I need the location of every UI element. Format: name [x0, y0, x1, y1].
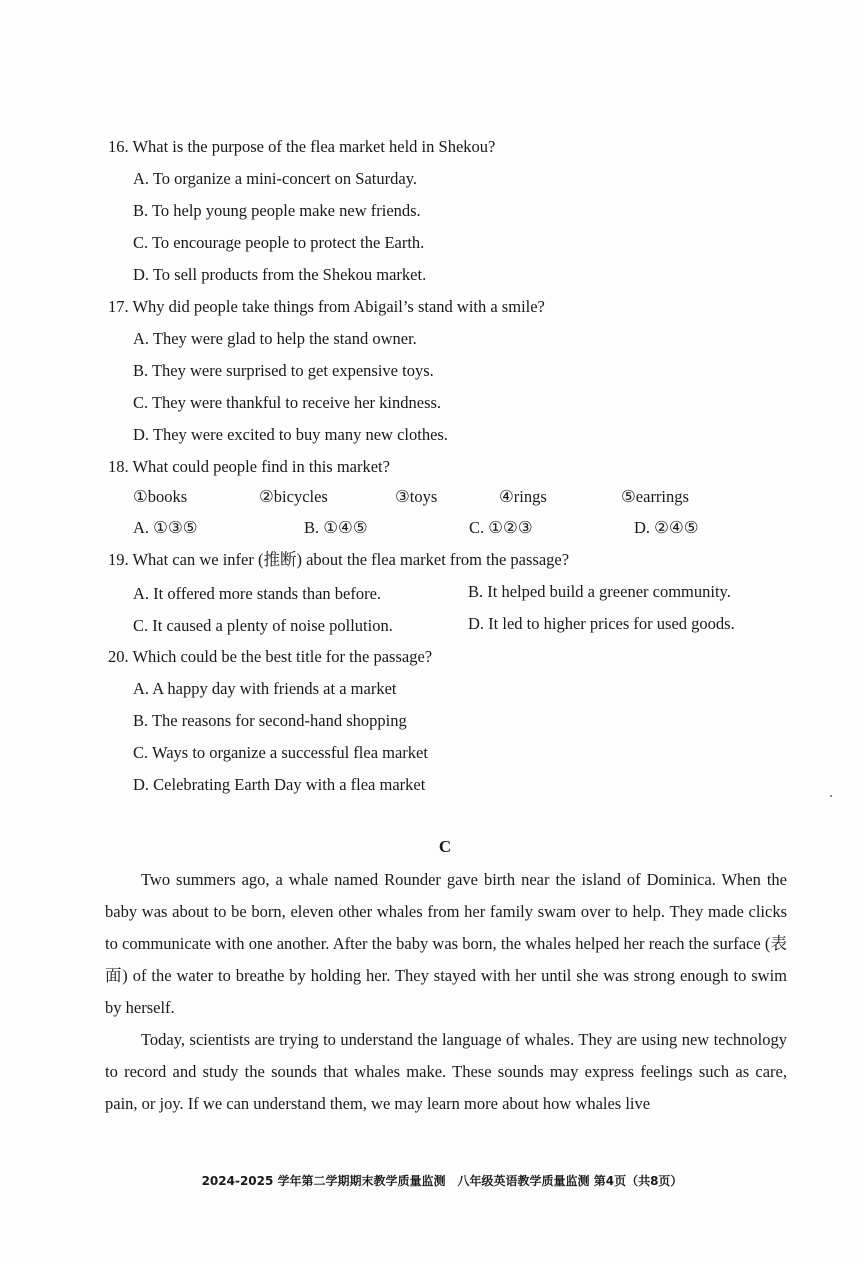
scan-speck	[830, 795, 832, 797]
question-19-option-a: A. It offered more stands than before.	[133, 584, 382, 603]
question-20-option-d: D. Celebrating Earth Day with a flea market	[133, 775, 426, 794]
question-18-option-d: D. ②④⑤	[634, 518, 699, 537]
item-books: ①books	[133, 487, 188, 506]
question-19-option-c: C. It caused a plenty of noise pollution.	[133, 616, 393, 635]
passage-paragraph-2: Today, scientists are trying to understand the language of whales. They are using new technology to record and study the sounds that whales make. These sounds may express feelings such as care, pain, or joy. If we can understand them, we may learn more about how whales live	[105, 1030, 787, 1113]
question-20-stem: 20. Which could be the best title for the passage?	[108, 647, 433, 666]
question-17-option-a: A. They were glad to help the stand owner.	[133, 329, 417, 348]
question-16-option-a: A. To organize a mini-concert on Saturday.	[133, 169, 417, 188]
question-20-option-c: C. Ways to organize a successful flea market	[133, 743, 428, 762]
question-20-option-a: A. A happy day with friends at a market	[133, 679, 397, 698]
item-toys: ③toys	[395, 487, 438, 506]
question-19-stem: 19. What can we infer (推断) about the flea market from the passage?	[108, 550, 570, 569]
item-bicycles: ②bicycles	[259, 487, 328, 506]
question-20-option-b: B. The reasons for second-hand shopping	[133, 711, 407, 730]
question-19-option-d: D. It led to higher prices for used goods.	[468, 614, 735, 633]
question-16-option-b: B. To help young people make new friends.	[133, 201, 421, 220]
section-title: C	[438, 837, 452, 856]
question-16-option-d: D. To sell products from the Shekou market.	[133, 265, 427, 284]
passage-paragraph-1: Two summers ago, a whale named Rounder gave birth near the island of Dominica. When the baby was about to be born, eleven other whales from her family swam over to help. They made clicks to communicate with one another. After the baby was born, the whales helped her reach the surface (表面) of the water to breathe by holding her. They stayed with her until she was strong enough to swim by herself.	[105, 870, 787, 1017]
question-16-stem: 16. What is the purpose of the flea market held in Shekou?	[108, 137, 496, 156]
question-18-option-a: A. ①③⑤	[133, 518, 198, 537]
item-earrings: ⑤earrings	[621, 487, 689, 506]
question-16-option-c: C. To encourage people to protect the Earth.	[133, 233, 425, 252]
question-19-option-b: B. It helped build a greener community.	[468, 582, 731, 601]
page-footer: 2024-2025 学年第二学期期末教学质量监测 八年级英语教学质量监测 第4页（共8页）	[201, 1174, 683, 1188]
question-18-option-c: C. ①②③	[469, 518, 533, 537]
question-17-option-b: B. They were surprised to get expensive toys.	[133, 361, 434, 380]
question-18-option-b: B. ①④⑤	[304, 518, 368, 537]
question-18-stem: 18. What could people find in this market?	[108, 457, 390, 476]
question-17-stem: 17. Why did people take things from Abigail’s stand with a smile?	[108, 297, 545, 316]
question-17-option-c: C. They were thankful to receive her kindness.	[133, 393, 442, 412]
item-rings: ④rings	[499, 487, 547, 506]
question-17-option-d: D. They were excited to buy many new clothes.	[133, 425, 448, 444]
